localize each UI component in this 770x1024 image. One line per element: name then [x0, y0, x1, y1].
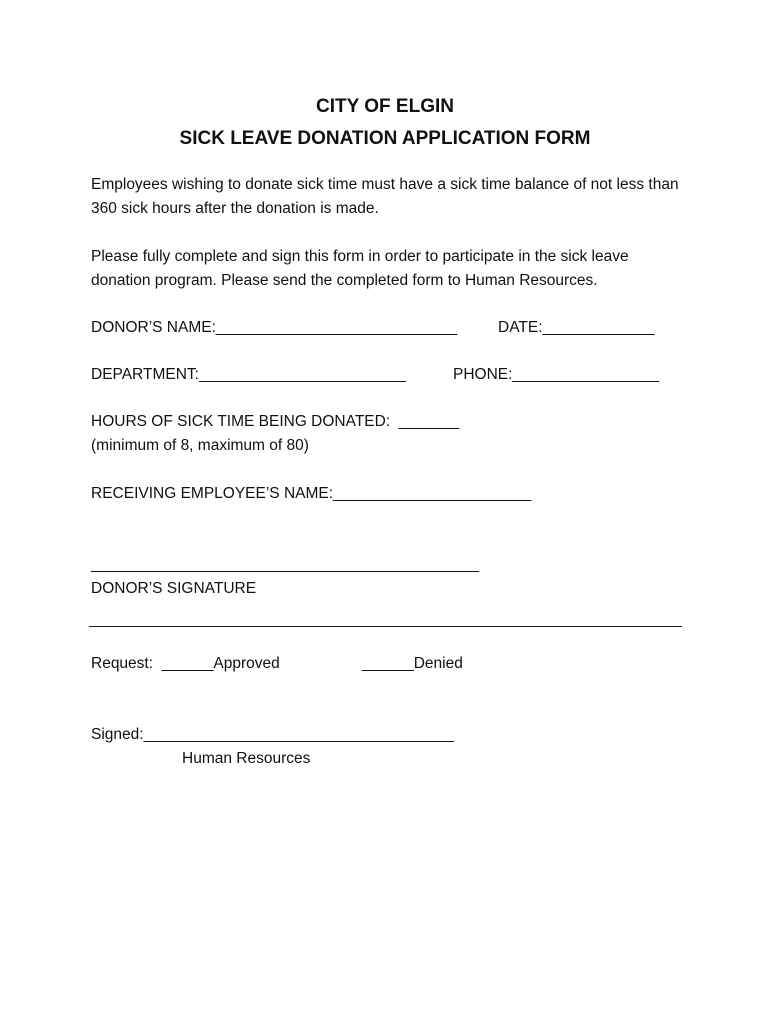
form-title: SICK LEAVE DONATION APPLICATION FORM [179, 128, 591, 149]
department-field[interactable]: DEPARTMENT:________________________ [91, 366, 406, 383]
hr-signed-label: Human Resources [182, 750, 311, 767]
eligibility-paragraph: Employees wishing to donate sick time must have a sick time balance of not less than 360 sick hours after the donation is made. [91, 176, 679, 217]
date-field[interactable]: DATE:_____________ [498, 319, 655, 336]
donor-signature-label: DONOR’S SIGNATURE [91, 580, 257, 597]
phone-field[interactable]: PHONE:_________________ [453, 366, 659, 383]
section-divider [89, 626, 682, 627]
request-denied-field[interactable]: ______Denied [362, 655, 463, 672]
organization-title: CITY OF ELGIN [316, 96, 454, 117]
hr-signed-field[interactable]: Signed:____________________________________ [91, 726, 454, 743]
hours-donated-field[interactable]: HOURS OF SICK TIME BEING DONATED: _______ [91, 413, 460, 430]
donor-name-field[interactable]: DONOR’S NAME:____________________________ [91, 319, 458, 336]
instructions-paragraph: Please fully complete and sign this form in order to participate in the sick leave donation program. Please send the completed form to Human Resources. [91, 248, 629, 289]
hours-note: (minimum of 8, maximum of 80) [91, 437, 309, 454]
donor-signature-line[interactable]: _____________________________________________ [91, 556, 479, 573]
receiving-employee-field[interactable]: RECEIVING EMPLOYEE’S NAME:_______________________ [91, 485, 532, 502]
request-approved-field[interactable]: Request: ______Approved [91, 655, 280, 672]
